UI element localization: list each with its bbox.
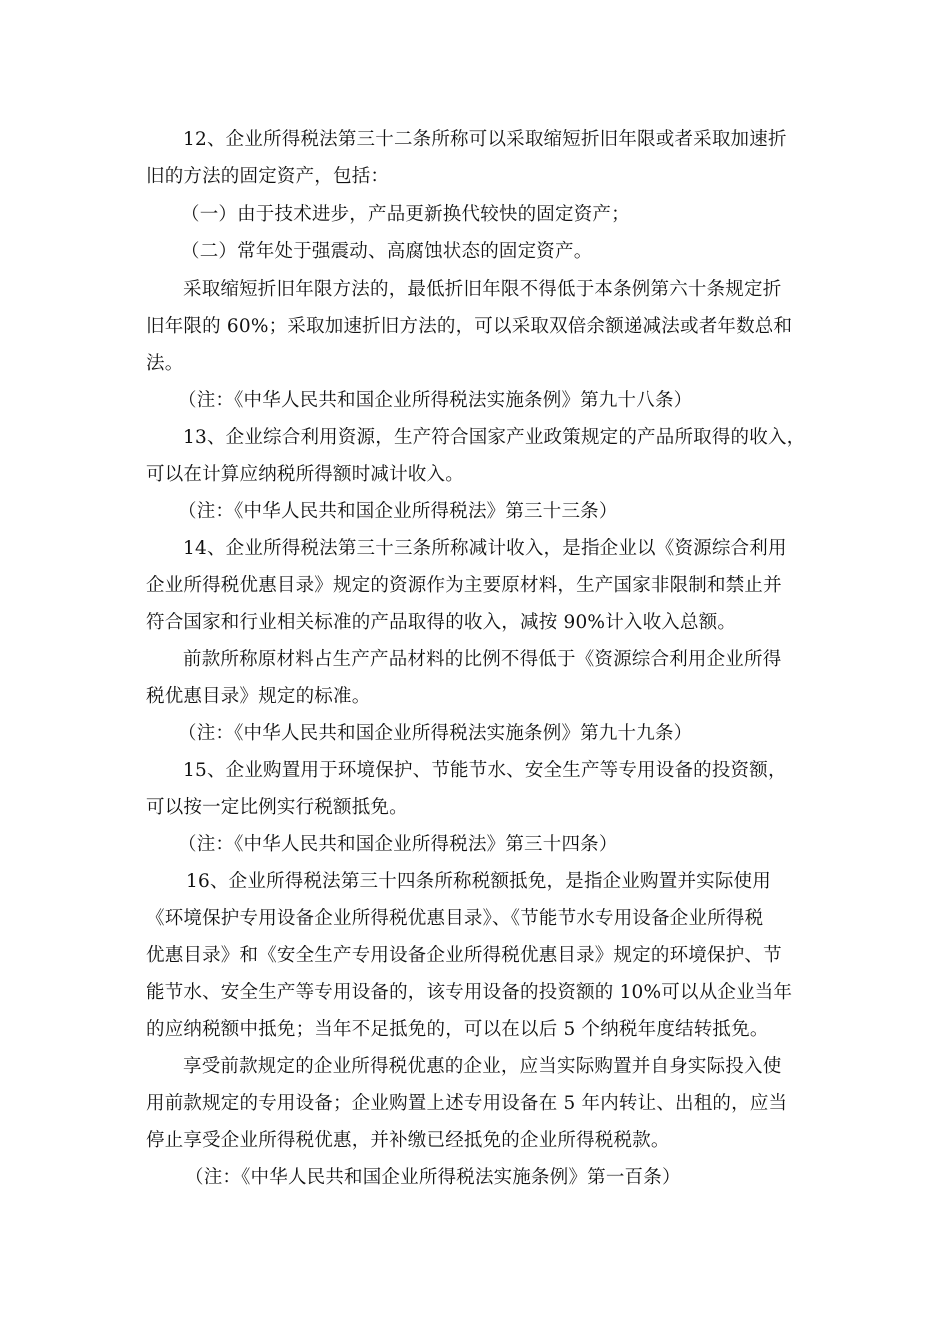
paragraph-13-line-1: 13、企业综合利用资源，生产符合国家产业政策规定的产品所取得的收入， bbox=[183, 427, 806, 448]
paragraph-16b-line-3: 停止享受企业所得税优惠，并补缴已经抵免的企业所得税税款。 bbox=[146, 1130, 670, 1151]
paragraph-14-line-1: 14、企业所得税法第三十三条所称减计收入，是指企业以《资源综合利用 bbox=[183, 538, 787, 559]
paragraph-14b-line-2: 税优惠目录》规定的标准。 bbox=[146, 686, 371, 707]
note-article-100: （注：《中华人民共和国企业所得税法实施条例》第一百条） bbox=[185, 1167, 681, 1188]
paragraph-12b-line-2: 旧年限的 60%；采取加速折旧方法的，可以采取双倍余额递减法或者年数总和 bbox=[146, 316, 793, 337]
paragraph-14-line-3: 符合国家和行业相关标准的产品取得的收入，减按 90%计入收入总额。 bbox=[146, 612, 737, 633]
paragraph-15-line-1: 15、企业购置用于环境保护、节能节水、安全生产等专用设备的投资额， bbox=[183, 760, 787, 781]
paragraph-16-line-3: 优惠目录》和《安全生产专用设备企业所得税优惠目录》规定的环境保护、节 bbox=[146, 945, 782, 966]
note-article-99: （注：《中华人民共和国企业所得税法实施条例》第九十九条） bbox=[178, 723, 693, 744]
paragraph-16b-line-1: 享受前款规定的企业所得税优惠的企业，应当实际购置并自身实际投入使 bbox=[183, 1056, 782, 1077]
item-one: （一）由于技术进步，产品更新换代较快的固定资产； bbox=[181, 204, 630, 225]
paragraph-15-line-2: 可以按一定比例实行税额抵免。 bbox=[146, 797, 408, 818]
paragraph-12b-line-3: 法。 bbox=[146, 353, 184, 374]
note-article-34: （注：《中华人民共和国企业所得税法》第三十四条） bbox=[178, 834, 618, 855]
note-article-98: （注：《中华人民共和国企业所得税法实施条例》第九十八条） bbox=[178, 390, 693, 411]
paragraph-16-line-1: 16、企业所得税法第三十四条所称税额抵免，是指企业购置并实际使用 bbox=[186, 871, 771, 892]
paragraph-16-line-4: 能节水、安全生产等专用设备的，该专用设备的投资额的 10%可以从企业当年 bbox=[146, 982, 793, 1003]
paragraph-14-line-2: 企业所得税优惠目录》规定的资源作为主要原材料，生产国家非限制和禁止并 bbox=[146, 575, 782, 596]
paragraph-12-line-2: 旧的方法的固定资产，包括： bbox=[146, 166, 390, 187]
paragraph-12-line-1: 12、企业所得税法第三十二条所称可以采取缩短折旧年限或者采取加速折 bbox=[183, 129, 787, 150]
paragraph-16-line-2: 《环境保护专用设备企业所得税优惠目录》、《节能节水专用设备企业所得税 bbox=[146, 908, 764, 929]
paragraph-16b-line-2: 用前款规定的专用设备；企业购置上述专用设备在 5 年内转让、出租的，应当 bbox=[146, 1093, 788, 1114]
item-two: （二）常年处于强震动、高腐蚀状态的固定资产。 bbox=[181, 241, 593, 262]
paragraph-14b-line-1: 前款所称原材料占生产产品材料的比例不得低于《资源综合利用企业所得 bbox=[183, 649, 782, 670]
paragraph-12b-line-1: 采取缩短折旧年限方法的，最低折旧年限不得低于本条例第六十条规定折 bbox=[183, 279, 782, 300]
paragraph-16-line-5: 的应纳税额中抵免；当年不足抵免的，可以在以后 5 个纳税年度结转抵免。 bbox=[146, 1019, 769, 1040]
paragraph-13-line-2: 可以在计算应纳税所得额时减计收入。 bbox=[146, 464, 464, 485]
note-article-33: （注：《中华人民共和国企业所得税法》第三十三条） bbox=[178, 501, 618, 522]
